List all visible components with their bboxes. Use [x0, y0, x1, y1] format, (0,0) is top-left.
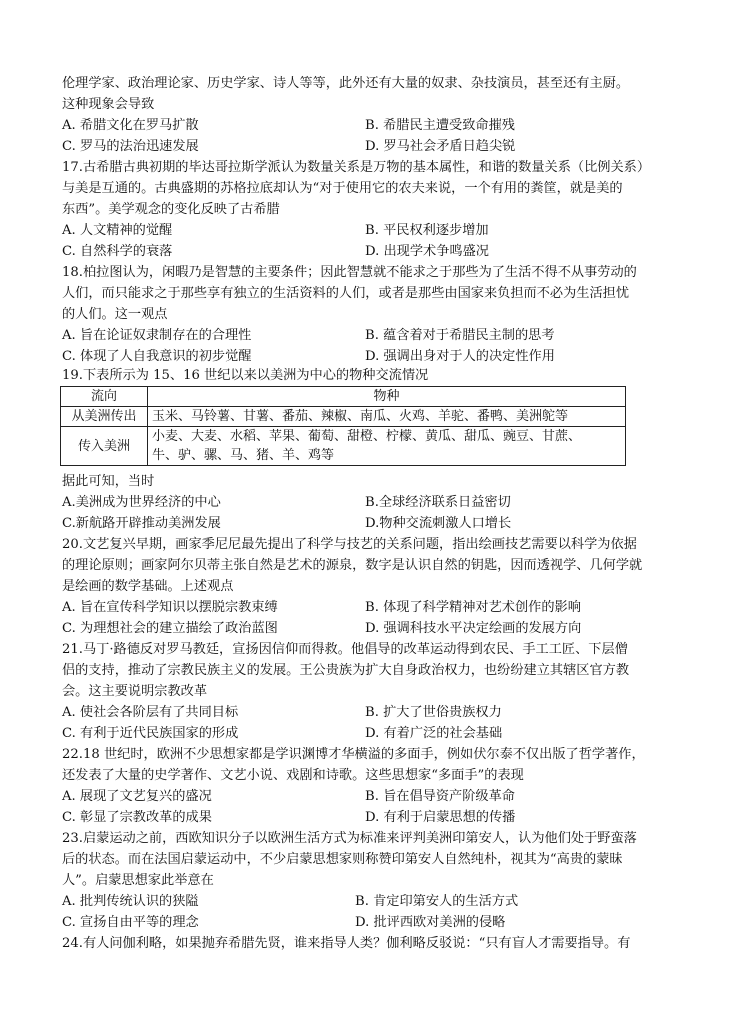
question-20-text-line3: 是绘画的数学基础。上述观点	[62, 579, 234, 594]
question-20-option-d: D. 强调科技水平决定绘画的发展方向	[365, 621, 582, 636]
question-19-option-b: B.全球经济联系日益密切	[365, 495, 511, 510]
question-18-option-d: D. 强调出身对于人的决定性作用	[365, 349, 555, 364]
question-22-option-d: D. 有利于启蒙思想的传播	[365, 810, 516, 825]
question-21-option-c: C. 有利于近代民族国家的形成	[62, 726, 239, 741]
question-18-text-line2: 人们，而只能求之于那些享有独立的生活资料的人们，或者是那些由国家来负担而不必为生活担忧	[62, 286, 630, 301]
table-header-direction: 流向	[61, 387, 148, 407]
question-21-option-d: D. 有着广泛的社会基础	[365, 726, 503, 741]
question-18-option-a: A. 旨在论证奴隶制存在的合理性	[62, 328, 252, 343]
question-19-text-line1: 19.下表所示为 15、16 世纪以来以美洲为中心的物种交流情况	[62, 368, 429, 383]
question-16-option-d: D. 罗马社会矛盾日趋尖锐	[365, 139, 516, 154]
question-22-option-c: C. 彰显了宗教改革的成果	[62, 810, 212, 825]
question-21-option-b: B. 扩大了世俗贵族权力	[365, 705, 502, 720]
question-23-text-line3: 人”。启蒙思想家此举意在	[62, 873, 214, 888]
question-23-option-a: A. 批判传统认识的狭隘	[62, 894, 199, 909]
question-17-option-c: C. 自然科学的衰落	[62, 244, 173, 259]
question-22-option-b: B. 旨在倡导资产阶级革命	[365, 789, 515, 804]
question-23-option-c: C. 宣扬自由平等的理念	[62, 915, 199, 930]
question-18-text-line1: 18.柏拉图认为，闲暇乃是智慧的主要条件；因此智慧就不能求之于那些为了生活不得不从事劳动的	[62, 265, 637, 280]
table-cell-species	[148, 427, 626, 466]
table-row	[61, 427, 626, 466]
question-23-option-d: D. 批评西欧对美洲的侵略	[355, 915, 506, 930]
table-header-species: 物种	[148, 387, 626, 407]
table-cell-species: 玉米、马铃薯、甘薯、番茄、辣椒、南瓜、火鸡、羊驼、番鸭、美洲鸵等	[148, 407, 626, 427]
question-21-text-line1: 21.马丁·路德反对罗马教廷，宣扬因信仰而得救。他倡导的改革运动得到农民、手工工匠、下层僧	[62, 642, 628, 657]
table-cell-direction: 从美洲传出	[61, 407, 148, 427]
question-23-text-line1: 23.启蒙运动之前，西欧知识分子以欧洲生活方式为标准来评判美洲印第安人，认为他们处于野蛮落	[62, 831, 637, 846]
question-17-option-d: D. 出现学术争鸣盛况	[365, 244, 489, 259]
question-17-option-a: A. 人文精神的觉醒	[62, 223, 173, 238]
species-exchange-table	[60, 386, 626, 466]
question-17-text-line2: 与美是互通的。古典盛期的苏格拉底却认为“对于使用它的农夫来说，一个有用的粪筐，就是美的	[62, 181, 623, 196]
question-24-text-line1: 24.有人问伽利略，如果抛弃希腊先贤，谁来指导人类？伽利略反驳说：“只有盲人才需要指导。有	[62, 936, 631, 951]
question-17-text-line3: 东西”。美学观念的变化反映了古希腊	[62, 202, 280, 217]
question-22-option-a: A. 展现了文艺复兴的盛况	[62, 789, 212, 804]
question-20-option-c: C. 为理想社会的建立描绘了政治蓝图	[62, 621, 278, 636]
question-20-text-line1: 20.文艺复兴早期，画家季尼尼最先提出了科学与技艺的关系问题，指出绘画技艺需要以科学为依据	[62, 537, 637, 552]
question-16-text-line2: 这种现象会导致	[62, 97, 155, 112]
question-16-option-b: B. 希腊民主遭受致命摧残	[365, 118, 515, 133]
question-19-text-line2: 据此可知，当时	[62, 474, 155, 489]
question-23-option-b: B. 肯定印第安人的生活方式	[355, 894, 519, 909]
question-19-option-d: D.物种交流刺激人口增长	[365, 516, 512, 531]
table-header-row	[61, 387, 626, 407]
table-cell-direction: 传入美洲	[61, 427, 148, 466]
question-17-option-b: B. 平民权利逐步增加	[365, 223, 489, 238]
question-22-text-line2: 还发表了大量的史学著作、文艺小说、戏剧和诗歌。这些思想家“多面手”的表现	[62, 768, 524, 783]
question-20-text-line2: 的理论原则；画家阿尔贝蒂主张自然是艺术的源泉，数字是认识自然的钥匙，因而透视学、几何学就	[62, 558, 643, 573]
question-18-text-line3: 的人们。这一观点	[62, 307, 168, 322]
question-23-text-line2: 后的状态。而在法国启蒙运动中，不少启蒙思想家则称赞印第安人自然纯朴，视其为“高贵的蒙昧	[62, 852, 623, 867]
question-21-option-a: A. 使社会各阶层有了共同目标	[62, 705, 239, 720]
table-cell-species-line1: 小麦、大麦、水稻、苹果、葡萄、甜橙、柠檬、黄瓜、甜瓜、豌豆、甘蔗、	[152, 429, 582, 444]
question-21-text-line2: 侣的支持，推动了宗教民族主义的发展。王公贵族为扩大自身政治权力，也纷纷建立其辖区官方教	[62, 663, 630, 678]
question-18-option-c: C. 体现了人自我意识的初步觉醒	[62, 349, 252, 364]
question-22-text-line1: 22.18 世纪时，欧洲不少思想家都是学识渊博才华横溢的多面手，例如伏尔泰不仅出版了哲学著作，	[62, 747, 645, 762]
question-20-option-b: B. 体现了科学精神对艺术创作的影响	[365, 600, 581, 615]
question-16-option-a: A. 希腊文化在罗马扩散	[62, 118, 199, 133]
question-18-option-b: B. 蕴含着对于希腊民主制的思考	[365, 328, 555, 343]
table-row	[61, 407, 626, 427]
question-17-text-line1: 17.古希腊古典初期的毕达哥拉斯学派认为数量关系是万物的基本属性，和谐的数量关系（比例关系）	[62, 160, 651, 175]
question-16-option-c: C. 罗马的法治迅速发展	[62, 139, 199, 154]
question-19-option-c: C.新航路开辟推动美洲发展	[62, 516, 221, 531]
question-20-option-a: A. 旨在宣传科学知识以摆脱宗教束缚	[62, 600, 278, 615]
table-cell-species-line2: 牛、驴、骡、马、猪、羊、鸡等	[152, 448, 335, 463]
question-16-text-line1: 伦理学家、政治理论家、历史学家、诗人等等，此外还有大量的奴隶、杂技演员，甚至还有主厨。	[62, 76, 630, 91]
question-19-option-a: A.美洲成为世界经济的中心	[62, 495, 221, 510]
question-21-text-line3: 会。这主要说明宗教改革	[62, 684, 208, 699]
